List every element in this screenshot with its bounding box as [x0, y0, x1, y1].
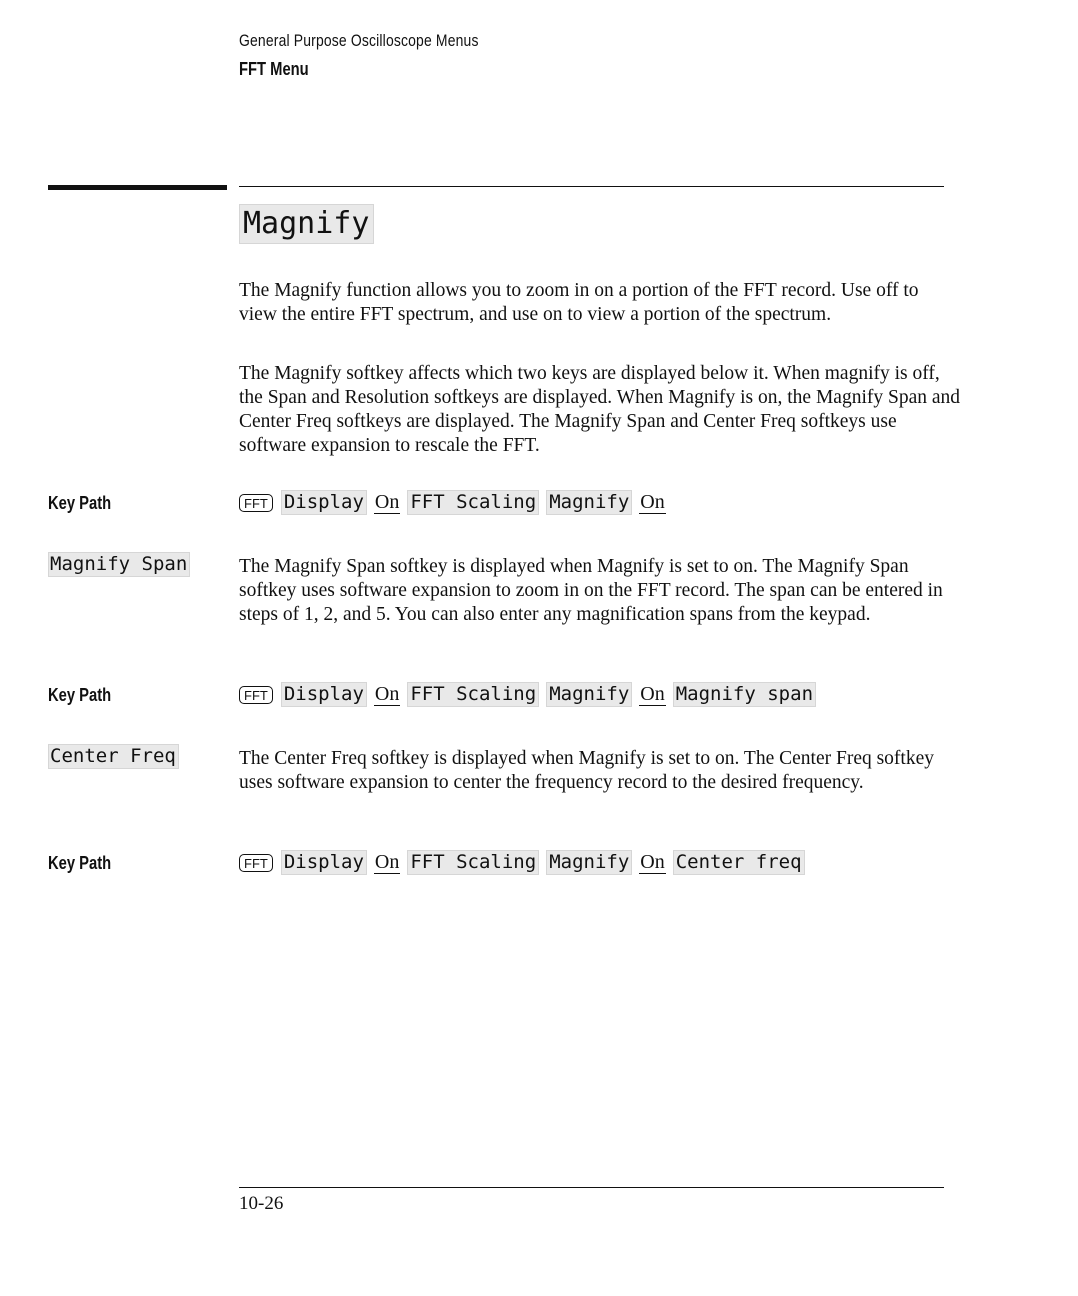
center-freq-softkey[interactable]: Center freq — [673, 850, 805, 875]
magnify-span-key-path-label: Key Path — [48, 685, 112, 705]
display-softkey[interactable]: Display — [281, 850, 367, 875]
fft-hardkey[interactable]: FFT — [239, 686, 273, 704]
on-choice[interactable]: On — [374, 851, 400, 873]
fft-scaling-softkey[interactable]: FFT Scaling — [407, 682, 539, 707]
magnify-key-path — [239, 490, 666, 515]
center-freq-key-path-label: Key Path — [48, 853, 112, 873]
header-section-title: General Purpose Oscilloscope Menus — [239, 31, 479, 50]
fft-hardkey[interactable]: FFT — [239, 854, 273, 872]
fft-scaling-softkey[interactable]: FFT Scaling — [407, 850, 539, 875]
on-choice[interactable]: On — [640, 491, 665, 513]
display-softkey[interactable]: Display — [281, 682, 367, 707]
center-freq-description: The Center Freq softkey is displayed when Magnify is set to on. The Center Freq softkey uses software expansion to center the frequency record to the desired frequency. — [239, 748, 935, 793]
center-freq-heading-softkey: Center Freq — [48, 744, 179, 769]
magnify-span-key-path — [239, 682, 816, 707]
header-subsection-title: FFT Menu — [239, 59, 309, 79]
magnify-paragraph-1: The Magnify function allows you to zoom in on a portion of the FFT record. Use off to view the entire FFT spectrum, and use on to view a portion of the spectrum. — [239, 280, 919, 325]
magnify-softkey[interactable]: Magnify — [546, 850, 632, 875]
section-rule-thick — [48, 185, 227, 190]
magnify-softkey[interactable]: Magnify — [546, 682, 632, 707]
footer-rule — [239, 1187, 944, 1188]
magnify-span-softkey[interactable]: Magnify span — [673, 682, 816, 707]
display-softkey[interactable]: Display — [281, 490, 367, 515]
magnify-span-heading-softkey: Magnify Span — [48, 552, 190, 577]
fft-scaling-softkey[interactable]: FFT Scaling — [407, 490, 539, 515]
on-choice[interactable]: On — [374, 491, 400, 513]
magnify-paragraph-2: The Magnify softkey affects which two keys are displayed below it. When magnify is off, the Span and Resolution softkeys are displayed. When Magnify is on, the Magnify Span and Center Freq softkeys are displayed. The Magnify Span and Center Freq softkeys use software expansion to rescale the FFT. — [239, 363, 961, 456]
center-freq-key-path — [239, 850, 805, 875]
on-choice[interactable]: On — [640, 851, 665, 873]
page-number: 10-26 — [239, 1193, 284, 1214]
magnify-softkey[interactable]: Magnify — [546, 490, 632, 515]
section-rule-thin — [239, 186, 944, 187]
on-choice[interactable]: On — [640, 683, 665, 705]
magnify-span-description: The Magnify Span softkey is displayed when Magnify is set to on. The Magnify Span softkey uses software expansion to zoom in on the FFT record. The span can be entered in steps of 1, 2, and 5. You can also enter any magnification spans from the keypad. — [239, 556, 943, 625]
fft-hardkey[interactable]: FFT — [239, 494, 273, 512]
magnify-key-path-label: Key Path — [48, 493, 112, 513]
magnify-heading-softkey: Magnify — [239, 204, 374, 244]
on-choice[interactable]: On — [374, 683, 400, 705]
